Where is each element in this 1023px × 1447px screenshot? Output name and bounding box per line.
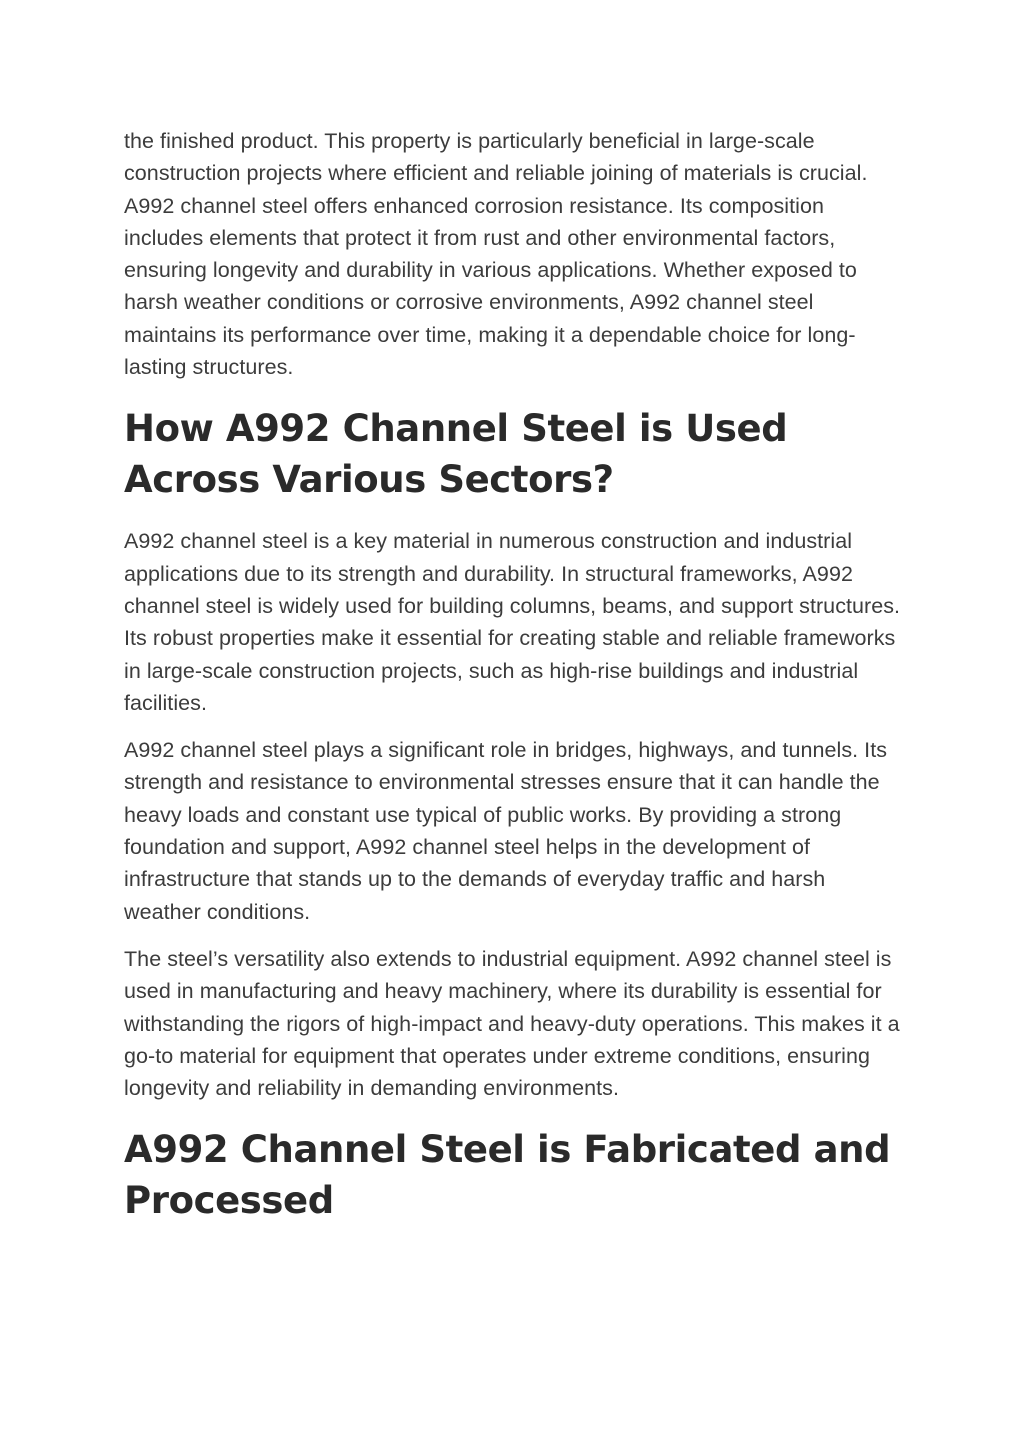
section-heading-uses: How A992 Channel Steel is Used Across Various Sectors?	[124, 407, 788, 502]
intro-paragraph: the finished product. This property is particularly beneficial in large-scale construction projects where efficient and reliable joining of materials is crucial. A992 channel steel offers enhanced corrosion resistance. Its composition includes elements that protect it from rust and other environmental factors, ensuring longevity and durability in various applications. Whether exposed to harsh weather conditions or corrosive environments, A992 channel steel maintains its performance over time, making it a dependable choice for long-lasting structures.	[124, 129, 868, 380]
paragraph-industrial-use: The steel’s versatility also extends to industrial equipment. A992 channel steel is used in manufacturing and heavy machinery, where its durability is essential for withstanding the rigors of high-impact and heavy-duty operations. This makes it a go-to material for equipment that operates under extreme conditions, ensuring longevity and reliability in demanding environments.	[124, 946, 900, 1101]
document-page	[124, 125, 904, 1246]
paragraph-structural-use: A992 channel steel is a key material in numerous construction and industrial applications due to its strength and durability. In structural frameworks, A992 channel steel is widely used for building columns, beams, and support structures. Its robust properties make it essential for creating stable and reliable frameworks in large-scale construction projects, such as high-rise buildings and industrial facilities.	[124, 529, 901, 715]
section-heading-fabrication: A992 Channel Steel is Fabricated and Processed	[124, 1128, 891, 1223]
paragraph-infrastructure-use: A992 channel steel plays a significant role in bridges, highways, and tunnels. Its strength and resistance to environmental stresses ensure that it can handle the heavy loads and constant use typical of public works. By providing a strong foundation and support, A992 channel steel helps in the development of infrastructure that stands up to the demands of everyday traffic and harsh weather conditions.	[124, 738, 888, 924]
